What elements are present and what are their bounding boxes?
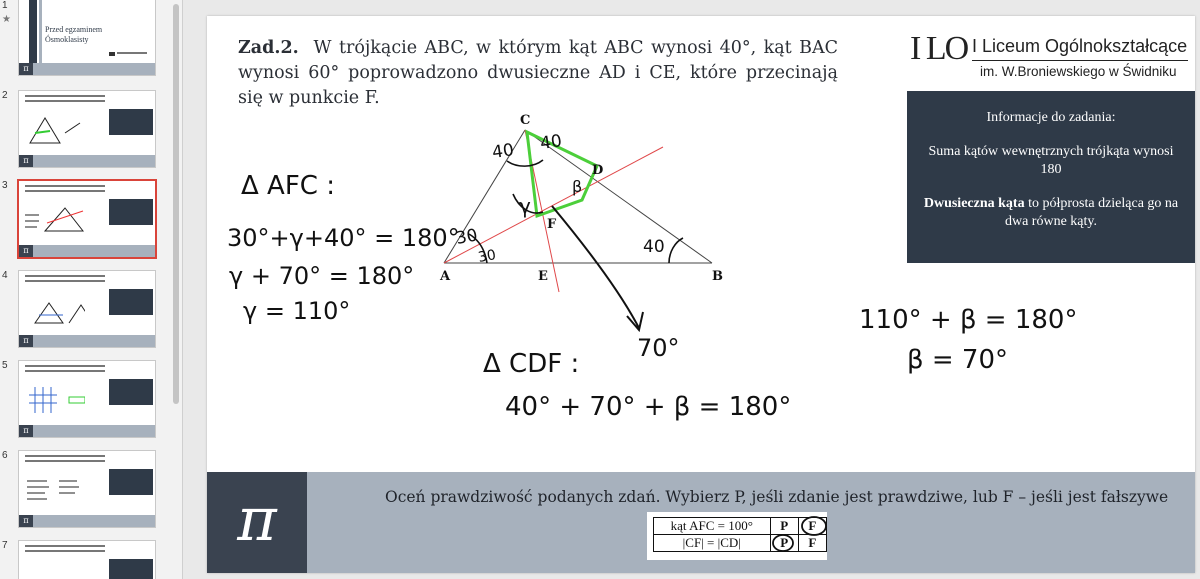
pi-logo: π	[207, 472, 307, 573]
afc-equation-2: γ + 70° = 180°	[229, 262, 415, 290]
slide-thumbnail-selected[interactable]	[17, 179, 157, 259]
answer-circles	[647, 512, 827, 560]
thumb-info-box	[109, 469, 153, 495]
thumb-footer	[19, 245, 155, 257]
thumb-drawing	[25, 383, 85, 419]
thumb-footer	[19, 63, 155, 75]
circle-answer-row1	[802, 517, 826, 535]
thumb-pi: π	[19, 515, 33, 527]
thumb-footer	[19, 155, 155, 167]
info-angle-sum: Suma kątów wewnętrznych trójkąta wynosi 180	[928, 144, 1174, 177]
thumb-text-lines	[25, 545, 105, 555]
thumb-text-lines	[25, 95, 105, 105]
slide-thumbnail[interactable]	[18, 90, 156, 168]
angle-40-at-b: 40	[643, 237, 665, 257]
heading-triangle-cdf: Δ CDF :	[483, 349, 580, 379]
slide-thumbnail[interactable]	[18, 360, 156, 438]
task-label: Zad.2.	[238, 38, 299, 58]
angle-beta: β	[572, 177, 583, 196]
angle-30-upper: 30	[454, 225, 480, 249]
thumb-info-box	[109, 109, 153, 135]
arc-angle-c	[507, 160, 543, 166]
thumb-footer	[19, 425, 155, 437]
thumb-pi: π	[19, 63, 33, 75]
thumb-pi: π	[19, 155, 33, 167]
thumb-info-box	[109, 379, 153, 405]
angle-70-note: 70°	[637, 334, 680, 362]
slide-number: 1	[2, 0, 8, 11]
figure-and-annotations	[207, 16, 1195, 472]
statement-cell: kąt AFC = 100°	[654, 518, 771, 535]
afc-equation-1: 30°+γ+40° = 180°	[227, 224, 460, 252]
slide-thumbnail-panel	[0, 0, 183, 579]
angle-30-lower: 30	[476, 247, 498, 266]
slide-number: 6	[2, 450, 8, 461]
slide-transition-star-icon: ★	[2, 14, 11, 25]
afc-equation-3: γ = 110°	[243, 297, 351, 325]
thumb-drawing	[25, 203, 85, 239]
angle-40-left: 40	[490, 140, 516, 163]
handwritten-solution	[227, 171, 1077, 422]
thumb-text-lines	[25, 455, 105, 465]
thumb-pi: π	[19, 245, 33, 257]
thumb-footer	[19, 515, 155, 527]
slide-thumbnail[interactable]	[18, 540, 156, 579]
slide-number: 3	[2, 180, 8, 191]
option-p-cell[interactable]: P	[770, 518, 798, 535]
thumb-title-line: Ósmoklasisty	[45, 35, 89, 44]
vertex-f-label: F	[547, 217, 557, 232]
vertex-b-label: B	[712, 269, 723, 284]
info-bisector-definition: to półprosta dzieląca go na dwa równe kąty.	[1004, 196, 1179, 229]
thumb-pi: π	[19, 335, 33, 347]
true-false-table	[647, 512, 827, 560]
thumb-text-lines	[25, 185, 105, 195]
thumb-drawing	[25, 113, 85, 149]
vertex-a-label: A	[440, 269, 451, 284]
slide-thumbnail[interactable]	[18, 0, 156, 76]
option-f-cell[interactable]: F	[798, 535, 826, 552]
slide-number: 7	[2, 540, 8, 551]
slide-footer	[207, 472, 1195, 573]
vertex-e-label: E	[538, 269, 548, 284]
task-body: W trójkącie ABC, w którym kąt ABC wynosi 40°, kąt BAC wynosi 60° poprowadzono dwusieczne AD i CE, które przecinają się w punkcie F.	[238, 38, 838, 108]
thumb-footer	[19, 335, 155, 347]
thumb-info-box	[109, 559, 153, 579]
thumb-info-box	[109, 289, 153, 315]
thumb-text-lines	[25, 275, 105, 285]
info-title: Informacje do zadania:	[986, 110, 1116, 125]
arrow-to-70	[552, 206, 643, 330]
logo-school-name: I Liceum Ogólnokształcące	[972, 36, 1188, 56]
logo-mark: I LO	[910, 30, 968, 67]
thumb-drawing	[25, 473, 85, 509]
thumb-info-box	[109, 199, 153, 225]
thumb-text-lines	[25, 365, 105, 375]
arc-angle-b	[669, 238, 683, 263]
thumb-pi: π	[19, 425, 33, 437]
slide-number: 2	[2, 90, 8, 101]
question-text: Oceń prawdziwość podanych zdań. Wybierz P, jeśli zdanie jest prawdziwe, lub F – jeśli jest fałszywe	[385, 488, 1169, 506]
circle-answer-row2	[773, 535, 793, 551]
right-equation-2: β = 70°	[907, 345, 1008, 375]
thumb-logo	[109, 49, 149, 57]
thumb-title-line: Przed egzaminem	[45, 25, 103, 34]
right-equation-1: 110° + β = 180°	[859, 305, 1078, 335]
slide-thumbnail[interactable]	[18, 270, 156, 348]
slide-number: 4	[2, 270, 8, 281]
thumb-drawing	[25, 293, 85, 329]
slide-canvas[interactable]	[207, 16, 1195, 573]
thumb-title	[45, 25, 102, 45]
slide-thumbnail[interactable]	[18, 450, 156, 528]
angle-gamma: γ	[519, 194, 531, 218]
sidebar-scrollbar-thumb[interactable]	[173, 4, 179, 404]
heading-triangle-afc: Δ AFC :	[241, 171, 335, 201]
statement-cell: |CF| = |CD|	[654, 535, 771, 552]
vertex-c-label: C	[520, 113, 531, 128]
figure-angle-values	[454, 131, 664, 266]
cdf-equation-1: 40° + 70° + β = 180°	[505, 392, 792, 422]
option-p-cell[interactable]: P	[770, 535, 798, 552]
slide-number: 5	[2, 360, 8, 371]
option-f-cell[interactable]: F	[798, 518, 826, 535]
triangle-abc	[444, 130, 712, 263]
angle-40-right: 40	[538, 131, 564, 154]
vertex-d-label: D	[592, 163, 604, 178]
logo-patron: im. W.Broniewskiego w Świdniku	[980, 64, 1177, 79]
info-bisector-term: Dwusieczna kąta	[923, 196, 1025, 211]
